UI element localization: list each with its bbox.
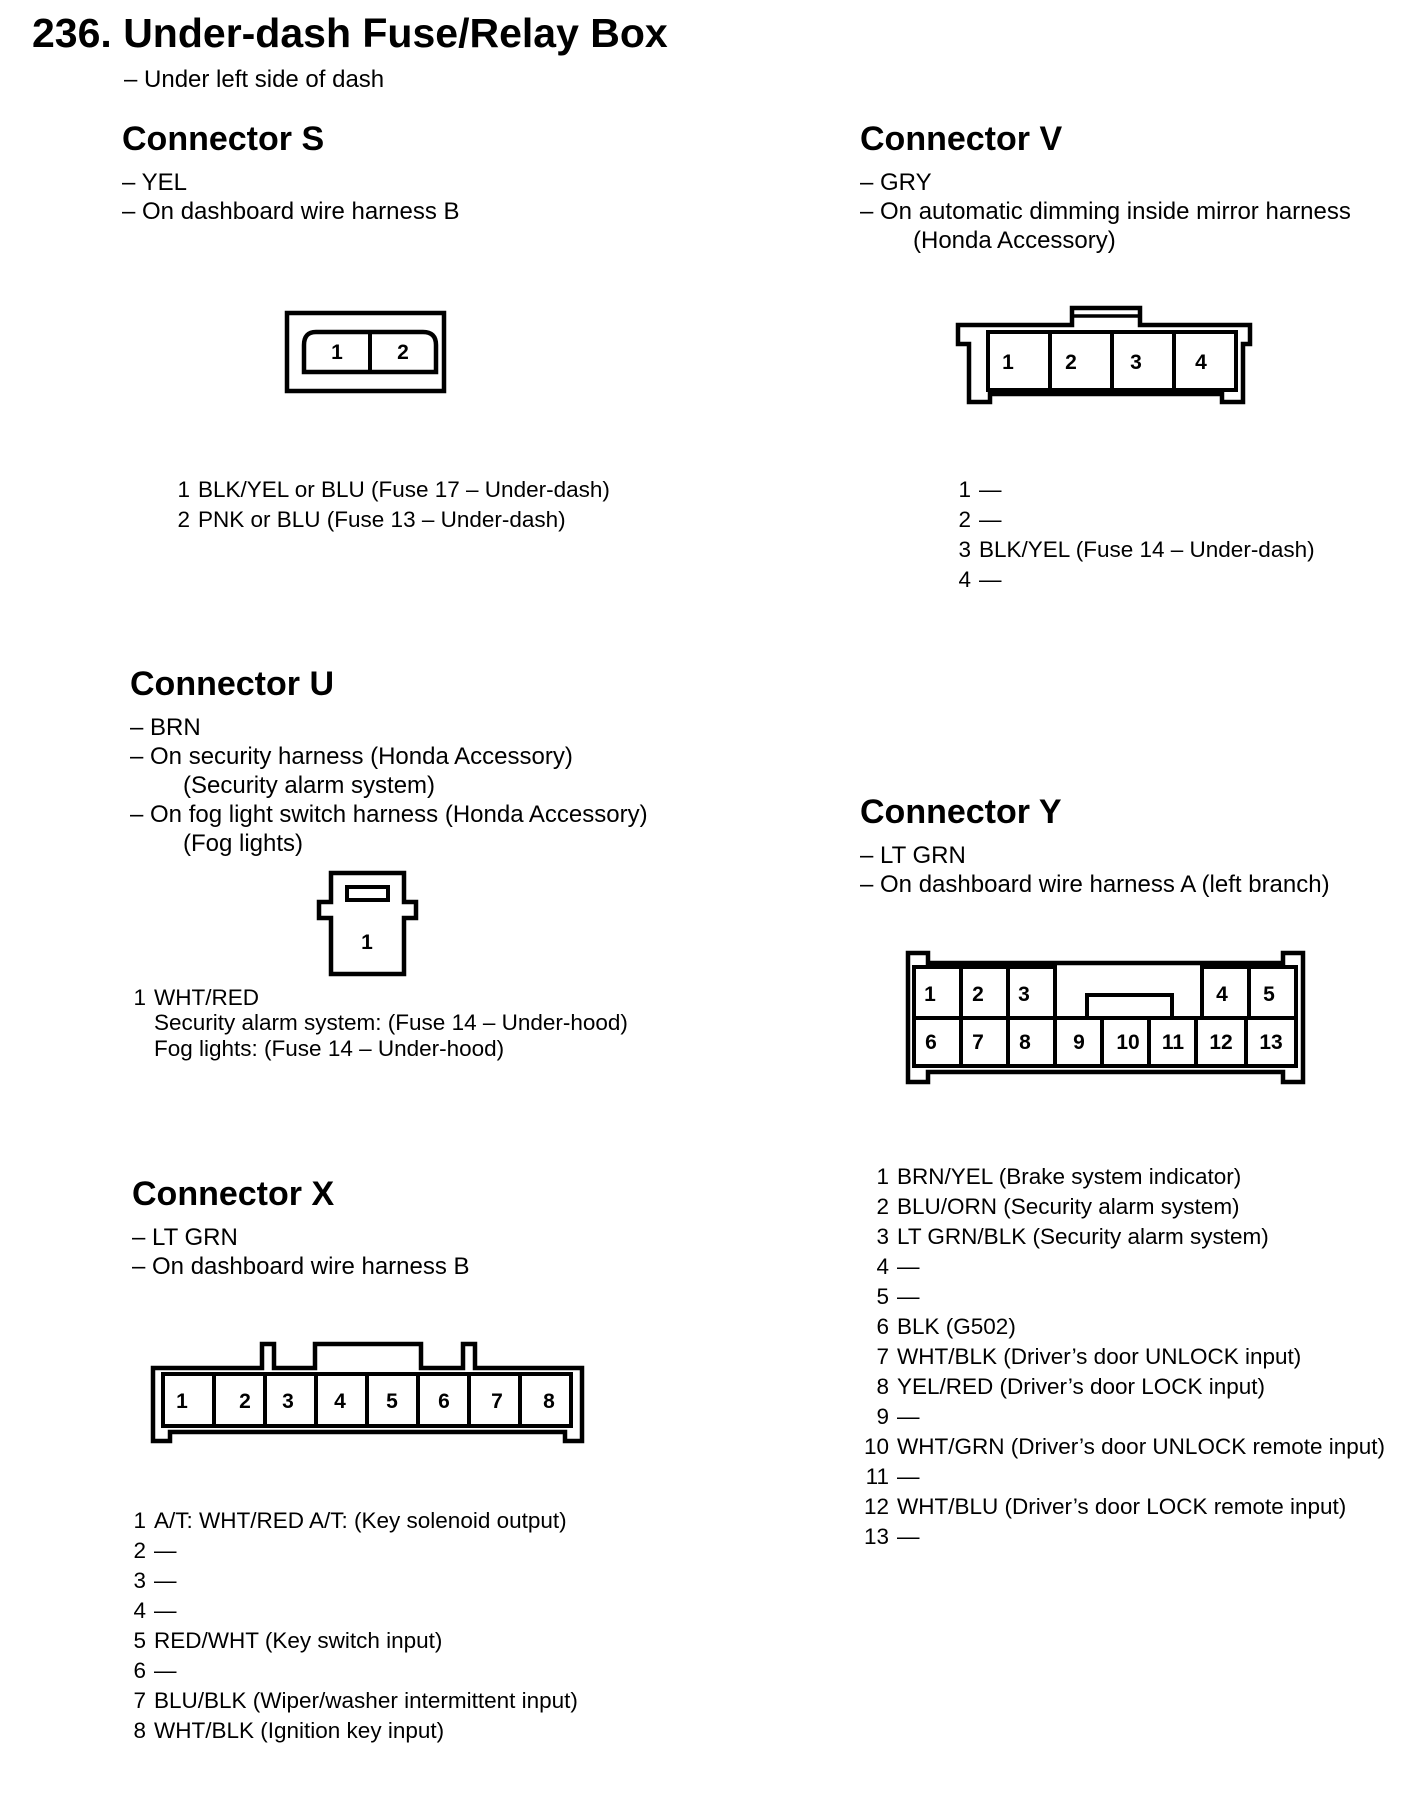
pin-number: 2 [133,1538,146,1563]
pin-description: BLK/YEL (Fuse 14 – Under-dash) [979,537,1315,562]
pin-description: RED/WHT (Key switch input) [154,1628,443,1653]
cavity [163,1374,214,1426]
pin-row [862,1252,1385,1282]
connector-y-title: Connector Y [860,793,1062,831]
pin-description: — [897,1254,920,1279]
cavity-label: 7 [491,1390,503,1413]
pin-description: BLU/BLK (Wiper/washer intermittent input) [154,1688,578,1713]
pin-description: — [897,1524,920,1549]
pin-row [862,1192,1385,1222]
connector-u-note: (Security alarm system) [183,772,436,799]
pin-number: 7 [133,1688,146,1713]
pin-description: — [897,1404,920,1429]
cavity-label: 6 [438,1390,450,1413]
pin-row [132,1656,578,1686]
pin-row [862,1312,1385,1342]
connector-u-pin-list [132,983,628,1062]
pin-description: WHT/BLK (Ignition key input) [154,1718,445,1743]
connector-v-description [860,168,1351,255]
pin-description: — [979,507,1002,532]
pin-number: 3 [958,537,971,562]
pin-number: 13 [863,1524,889,1549]
page-subtitle: – Under left side of dash [124,66,385,93]
pin-description: — [154,1658,177,1683]
connector-s-diagram [280,306,460,396]
connector-y-description [860,841,1330,899]
cavity-label: 12 [1209,1031,1233,1054]
pin-description: BRN/YEL (Brake system indicator) [897,1164,1242,1189]
pin-number: 4 [958,567,971,592]
cavity [1112,332,1174,390]
pin-row [174,505,610,535]
pin-row [955,505,1315,535]
cavity [1050,332,1112,390]
connector-s-description [122,168,460,226]
cavity [914,1018,961,1066]
pin-number: 3 [133,1568,146,1593]
pin-number: 1 [876,1164,889,1189]
connector-u-note-2: (Fog lights) [183,830,304,857]
connector-v-pin-list [955,475,1315,595]
connector-u-color: – BRN [130,714,201,741]
pin-number: 1 [958,477,971,502]
connector-x-title: Connector X [132,1175,335,1213]
connector-u-location-2: – On fog light switch harness (Honda Accessory) [130,801,648,828]
pin-note: Fog lights: (Fuse 14 – Under-hood) [154,1036,505,1061]
cavity [914,967,961,1018]
pin-number: 5 [876,1284,889,1309]
pin-description: — [979,567,1002,592]
pin-row [132,1596,578,1626]
cavity [1008,967,1055,1018]
cavity-label: 3 [1130,351,1142,374]
connector-u-title: Connector U [130,665,334,703]
pin-row [955,535,1315,565]
cavity-label: 3 [282,1390,294,1413]
pin-number: 6 [133,1658,146,1683]
pin-row [862,1462,1385,1492]
cavity-label: 8 [1019,1031,1031,1054]
cavity-label: 4 [1216,983,1228,1006]
cavity-label: 4 [1195,351,1207,374]
cavity-label: 8 [543,1390,555,1413]
cavity-label: 11 [1161,1031,1185,1054]
pin-description: A/T: WHT/RED A/T: (Key solenoid output) [154,1508,567,1533]
pin-row [862,1162,1385,1192]
pin-number: 10 [863,1434,889,1459]
pin-description: YEL/RED (Driver’s door LOCK input) [897,1374,1266,1399]
connector-x-diagram [145,1335,595,1445]
pin-row [132,1506,578,1536]
cavity-label: 5 [1263,983,1275,1006]
cavity [961,1018,1008,1066]
pin-row [862,1522,1385,1552]
pin-row [862,1282,1385,1312]
pin-number: 3 [876,1224,889,1249]
pin-row [174,475,610,505]
connector-y-pin-list [862,1162,1385,1552]
cavity-label: 10 [1116,1031,1140,1054]
cavity-label: 1 [1002,351,1014,374]
pin-description: — [154,1568,177,1593]
cavity-label: 2 [1065,351,1077,374]
pin-row [132,1536,578,1566]
pin-number: 1 [133,985,146,1010]
connector-s-color: – YEL [122,169,187,196]
cavity-label: 3 [1018,983,1030,1006]
connector-v-color: – GRY [860,169,932,196]
pin-row [955,475,1315,505]
pin-number: 6 [876,1314,889,1339]
pin-description: BLK/YEL or BLU (Fuse 17 – Under-dash) [198,477,610,502]
connector-u-location: – On security harness (Honda Accessory) [130,743,573,770]
connector-x-description [132,1223,470,1281]
pin-row [132,983,628,1013]
connector-y-color: – LT GRN [860,842,966,869]
connector-x-color: – LT GRN [132,1224,238,1251]
cavity-label: 7 [972,1031,984,1054]
cavity-label: 1 [924,983,936,1006]
pin-row [132,1716,578,1746]
pin-row [862,1432,1385,1462]
pin-number: 2 [177,507,190,532]
pin-number: 1 [133,1508,146,1533]
cavity-label: 2 [239,1390,251,1413]
connector-v-location: – On automatic dimming inside mirror harness [860,198,1351,225]
pin-row [862,1372,1385,1402]
cavity-label: 6 [925,1031,937,1054]
pin-number: 2 [876,1194,889,1219]
pin-row [862,1402,1385,1432]
pin-description: BLU/ORN (Security alarm system) [897,1194,1240,1219]
pin-description: WHT/GRN (Driver’s door UNLOCK remote input) [897,1434,1386,1459]
connector-v-note: (Honda Accessory) [913,227,1116,254]
pin-description: WHT/BLU (Driver’s door LOCK remote input) [897,1494,1347,1519]
pin-number: 7 [876,1344,889,1369]
connector-s-pin-list [174,475,610,535]
cavity-label: 1 [361,931,373,954]
page-title: 236. Under-dash Fuse/Relay Box [32,10,668,56]
pin-note: Security alarm system: (Fuse 14 – Under-hood) [154,1010,628,1035]
connector-x-pin-list [132,1506,578,1746]
connector-y-location: – On dashboard wire harness A (left branch) [860,871,1330,898]
connector-y-diagram [900,945,1310,1090]
pin-row [862,1492,1385,1522]
cavity-label: 4 [334,1390,346,1413]
connector-x-location: – On dashboard wire harness B [132,1253,470,1280]
pin-description: WHT/BLK (Driver’s door UNLOCK input) [897,1344,1302,1369]
cavity-label: 2 [397,341,409,364]
connector-x-cavities [163,1374,571,1426]
pin-row [862,1342,1385,1372]
cavity-label: 13 [1259,1031,1283,1054]
connector-v-cavities [988,332,1236,390]
pin-description: BLK (G502) [897,1314,1016,1339]
pin-number: 12 [863,1494,889,1519]
cavity [988,332,1050,390]
cavity [961,967,1008,1018]
cavity-label: 2 [972,983,984,1006]
connector-v-diagram [950,300,1260,410]
pin-number: 4 [133,1598,146,1623]
pin-number: 4 [876,1254,889,1279]
pin-row [132,1566,578,1596]
pin-description: — [154,1598,177,1623]
pin-row [132,1626,578,1656]
pin-number: 8 [876,1374,889,1399]
pin-description: PNK or BLU (Fuse 13 – Under-dash) [198,507,566,532]
pin-number: 2 [958,507,971,532]
pin-number: 5 [133,1628,146,1653]
connector-u-latch [347,887,388,900]
cavity-label: 1 [176,1390,188,1413]
connector-y-key [1087,995,1172,1018]
pin-number: 1 [177,477,190,502]
pin-number: 9 [876,1404,889,1429]
connector-v-title: Connector V [860,120,1063,158]
pin-description: LT GRN/BLK (Security alarm system) [897,1224,1269,1249]
pin-row [955,565,1315,595]
pin-description: — [154,1538,177,1563]
cavity-label: 5 [386,1390,398,1413]
cavity [1008,1018,1055,1066]
pin-description: — [979,477,1002,502]
pin-description: — [897,1464,920,1489]
cavity-label: 1 [331,341,343,364]
connector-s-title: Connector S [122,120,325,158]
connector-s-housing [287,313,444,391]
pin-number: 11 [865,1464,889,1489]
connector-u-description [130,713,648,858]
connector-u-diagram [310,866,425,982]
cavity-label: 9 [1073,1031,1085,1054]
pin-row [862,1222,1385,1252]
pin-number: 8 [133,1718,146,1743]
pin-row [132,1686,578,1716]
pin-description: — [897,1284,920,1309]
connector-s-location: – On dashboard wire harness B [122,198,460,225]
pin-description: WHT/RED [154,985,259,1010]
